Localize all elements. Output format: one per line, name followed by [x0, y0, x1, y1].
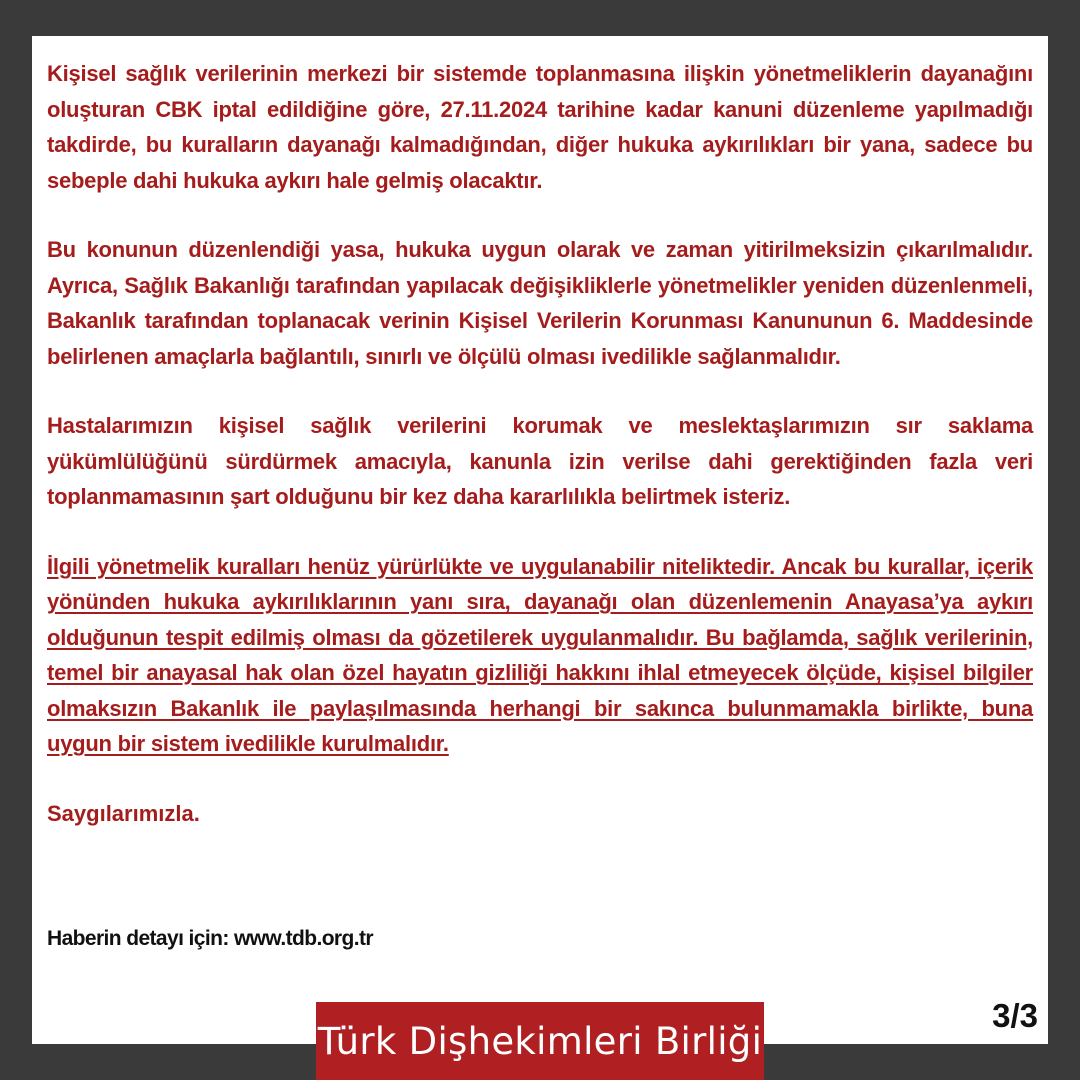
paragraph-law-requirement: Bu konunun düzenlendiği yasa, hukuka uygun olarak ve zaman yitirilmeksizin çıkarılmalıdır. Ayrıca, Sağlık Bakanlığı tarafından yapılacak değişikliklerle yönetmelikler yeniden düzenlenmeli, Bakanlık tarafından toplanacak verinin Kişisel Verilerin Korunması Kanununun 6. Maddesinde belirlenen amaçlarla bağlantılı, sınırlı ve ölçülü olması ivedilikle sağlanmalıdır.: [47, 237, 1033, 369]
document-body: [47, 56, 1033, 831]
brand-banner: [316, 1002, 764, 1080]
document-card: [32, 36, 1048, 1044]
paragraph-cbk-annulment: Kişisel sağlık verilerinin merkezi bir sistemde toplanmasına ilişkin yönetmeliklerin dayanağını oluşturan CBK iptal edildiğine göre, 27.11.2024 tarihine kadar kanuni düzenleme yapılmadığı takdirde, bu kuralların dayanağı kalmadığından, diğer hukuka aykırılıkları bir yana, sadece bu sebeple dahi hukuka aykırı hale gelmiş olacaktır.: [47, 61, 1033, 193]
news-detail-link[interactable]: Haberin detayı için: www.tdb.org.tr: [47, 927, 373, 950]
paragraph-patient-data: Hastalarımızın kişisel sağlık verilerini korumak ve meslektaşlarımızın sır saklama yükümlülüğünü sürdürmek amacıyla, kanunla izin verilse dahi gerektiğinden fazla veri toplanmamasının şart olduğunu bir kez daha kararlılıkla belirtmek isteriz.: [47, 413, 1033, 509]
closing-salutation: Saygılarımızla.: [47, 800, 200, 826]
paragraph-regulation-status: İlgili yönetmelik kuralları henüz yürürlükte ve uygulanabilir niteliktedir. Ancak bu kurallar, içerik yönünden hukuka aykırılıklarının yanı sıra, dayanağı olan düzenlemenin Anayasa’ya aykırı olduğunun tespit edilmiş olması da gözetilerek uygulanmalıdır. Bu bağlamda, sağlık verilerinin, temel bir anayasal hak olan özel hayatın gizliliği hakkını ihlal etmeyecek ölçüde, kişisel bilgiler olmaksızın Bakanlık ile paylaşılmasında herhangi bir sakınca bulunmamakla birlikte, buna uygun bir sistem ivedilikle kurulmalıdır.: [47, 553, 1033, 756]
brand-name: Türk Dişhekimleri Birliği: [317, 1019, 763, 1063]
page-number: 3/3: [992, 997, 1038, 1034]
